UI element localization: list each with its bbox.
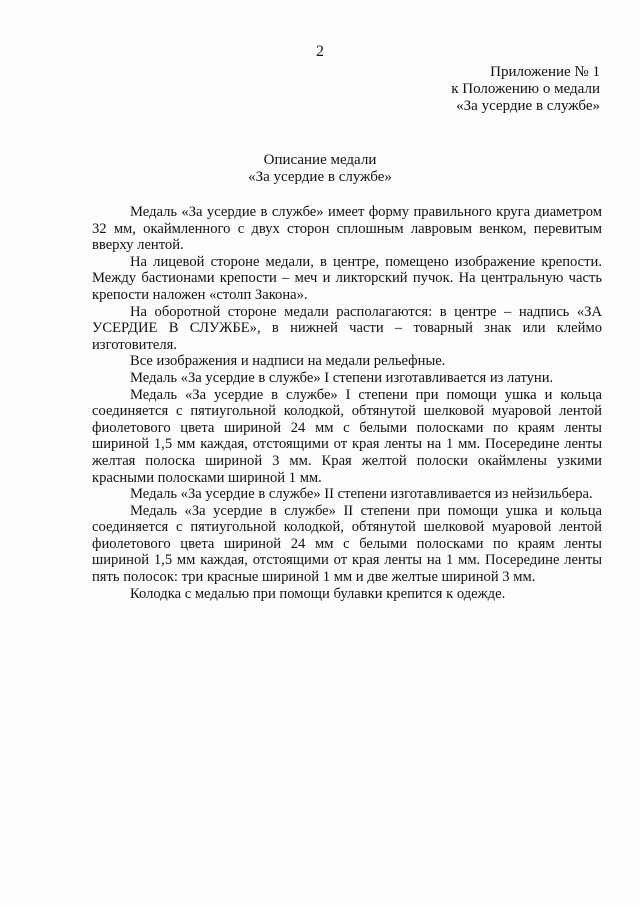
paragraph-second-degree-ribbon: Медаль «За усердие в службе» II степени при помощи ушка и кольца соединяется с пятиугольной колодкой, обтянутой шелковой муаровой лентой фиолетового цвета шириной 24 мм с белыми полосками по краям ленты шириной 1,5 мм каждая, отстоящими от края ленты на 1 мм. Посередине ленты пять полосок: три красные шириной 1 мм и две желтые шириной 3 мм. [92, 502, 602, 586]
paragraph-reverse: На оборотной стороне медали располагаются: в центре – надпись «ЗА УСЕРДИЕ В СЛУЖБЕ», в нижней части – товарный знак или клеймо изготовителя. [92, 303, 602, 353]
paragraph-first-degree-ribbon: Медаль «За усердие в службе» I степени при помощи ушка и кольца соединяется с пятиугольной колодкой, обтянутой шелковой муаровой лентой фиолетового цвета шириной 24 мм с белыми полосками по краям ленты шириной 1,5 мм каждая, отстоящими от края ленты на 1 мм. Посередине ленты желтая полоска шириной 3 мм. Края желтой полоски окаймлены узкими красными полосками шириной 1 мм. [92, 386, 602, 486]
paragraph-first-degree-material: Медаль «За усердие в службе» I степени изготавливается из латуни. [130, 369, 554, 386]
appendix-line-2: к Положению о медали [451, 81, 600, 97]
paragraph-second-degree-material: Медаль «За усердие в службе» II степени изготавливается из нейзильбера. [130, 486, 593, 503]
document-title [0, 152, 640, 186]
document-body [92, 204, 602, 602]
paragraph-relief: Все изображения и надписи на медали рельефные. [130, 353, 446, 370]
appendix-reference [451, 64, 600, 115]
page-number: 2 [316, 43, 324, 60]
paragraph-medal-shape: Медаль «За усердие в службе» имеет форму правильного круга диаметром 32 мм, окаймленного с двух сторон сплошным лавровым венком, перевитым вверху лентой. [92, 204, 602, 254]
title-line-2: «За усердие в службе» [248, 169, 392, 185]
paragraph-attachment: Колодка с медалью при помощи булавки крепится к одежде. [130, 585, 506, 602]
paragraph-obverse: На лицевой стороне медали, в центре, помещено изображение крепости. Между бастионами крепости – меч и ликторский пучок. На центральную часть крепости наложен «столп Закона». [92, 253, 602, 303]
title-line-1: Описание медали [263, 152, 377, 168]
appendix-line-1: Приложение № 1 [490, 64, 600, 80]
appendix-line-3: «За усердие в службе» [456, 98, 600, 114]
